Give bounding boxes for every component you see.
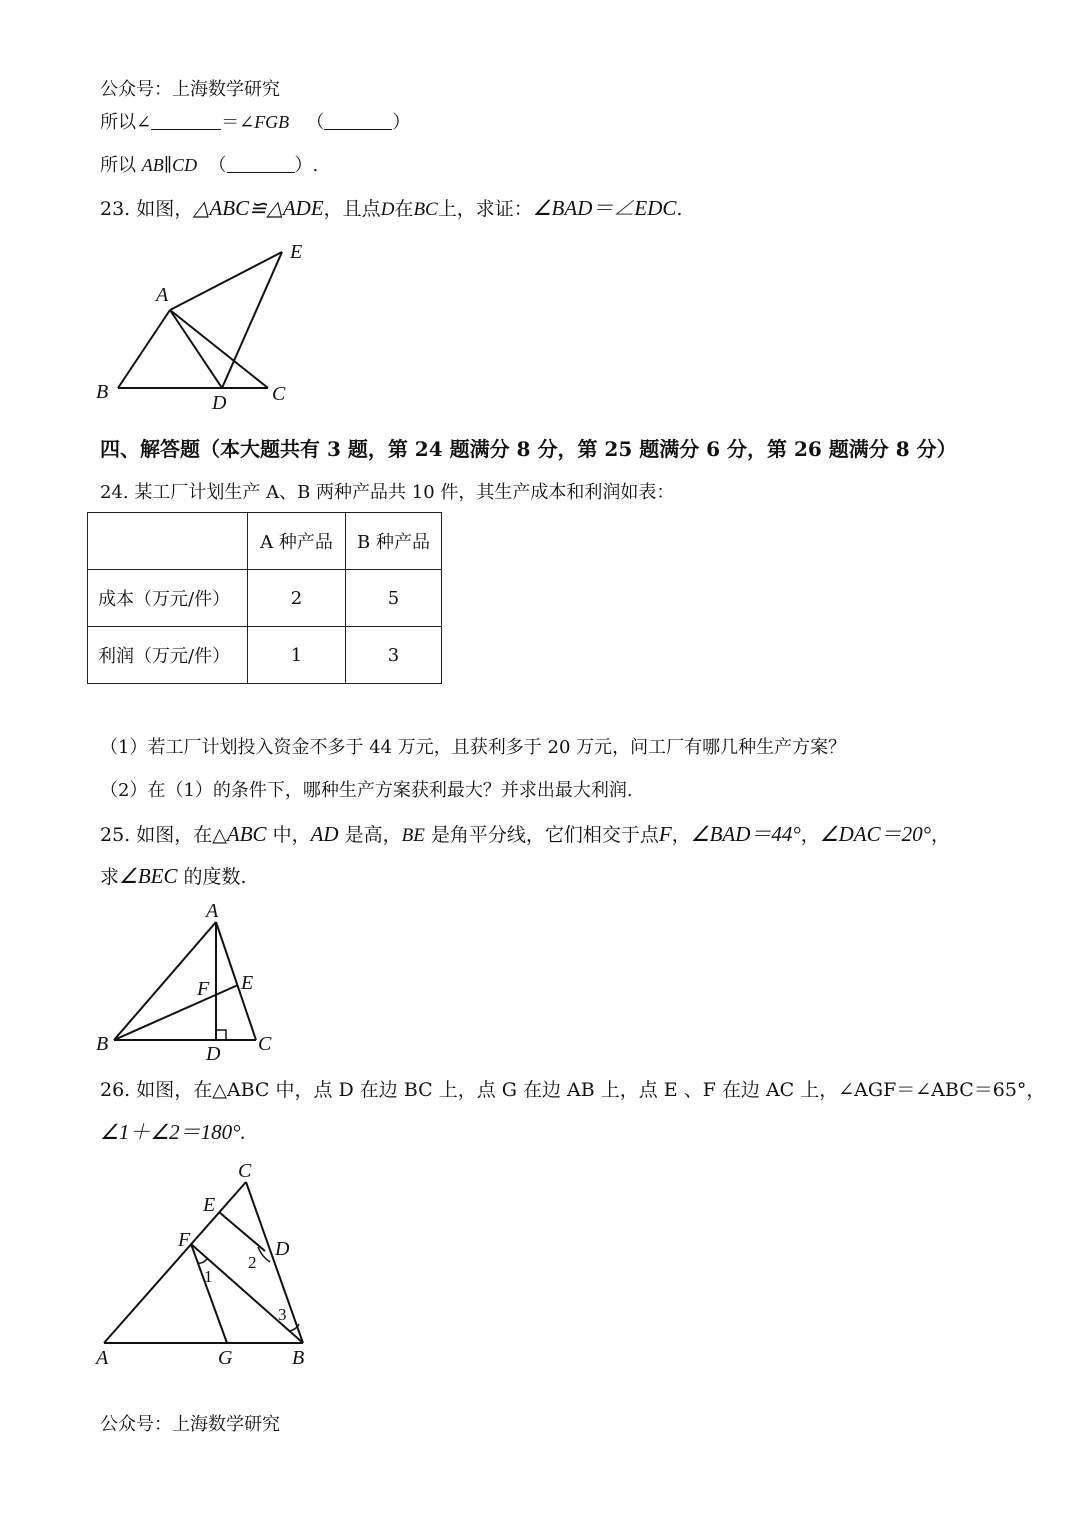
label-e: E bbox=[241, 972, 254, 994]
cell-profit-b: 3 bbox=[346, 627, 442, 684]
label-c: C bbox=[238, 1160, 252, 1182]
q25-line1 bbox=[100, 821, 950, 849]
label-a: A bbox=[156, 284, 169, 306]
segment-ac bbox=[170, 310, 268, 388]
header-source: 公众号：上海数学研究 bbox=[100, 79, 280, 100]
prev-line1-prefix: 所以∠ bbox=[100, 112, 152, 133]
prev-line2-paren-open: （ bbox=[208, 155, 227, 176]
label-c: C bbox=[258, 1033, 272, 1055]
q25-comma2: ， bbox=[800, 824, 820, 846]
label-a: A bbox=[206, 900, 219, 922]
table-row bbox=[88, 627, 442, 684]
prev-line2-parallel: ∥ bbox=[163, 155, 173, 176]
label-f: F bbox=[178, 1229, 191, 1251]
reason-blank-2 bbox=[227, 154, 295, 173]
q25-f: F bbox=[658, 822, 672, 846]
table-header-row bbox=[88, 513, 442, 570]
q23-number: 23. bbox=[100, 198, 131, 220]
label-d: D bbox=[275, 1238, 290, 1260]
label-b: B bbox=[96, 381, 109, 403]
cell-cost-a: 2 bbox=[248, 570, 346, 627]
segment-ac bbox=[104, 1182, 246, 1343]
segment-ae bbox=[170, 252, 282, 310]
q25-shigao: 是高， bbox=[338, 824, 402, 846]
q25-comma3: ， bbox=[931, 824, 951, 846]
prev-line-2 bbox=[100, 152, 318, 179]
q26-line2: ∠1＋∠2＝180°. bbox=[100, 1120, 246, 1144]
table-row bbox=[88, 570, 442, 627]
q25-angle-dac: ∠DAC＝20° bbox=[819, 822, 932, 846]
table-header-a: A 种产品 bbox=[248, 513, 346, 570]
label-b: B bbox=[96, 1033, 109, 1055]
q25-line2 bbox=[100, 863, 247, 890]
q25-angle-bec: ∠BEC bbox=[119, 864, 178, 888]
q23-point-d: D bbox=[380, 199, 395, 220]
q25-pre: 25. 如图，在△ bbox=[100, 824, 227, 846]
q25-abc: ABC bbox=[226, 822, 267, 846]
section4-title: 四、解答题（本大题共有 3 题，第 24 题满分 8 分，第 25 题满分 6 分，第 26 题满分 8 分） bbox=[100, 437, 957, 461]
q25-comma1: ， bbox=[671, 824, 691, 846]
label-b: B bbox=[292, 1347, 305, 1369]
label-e: E bbox=[203, 1194, 216, 1216]
q23-segment-bc: BC bbox=[413, 199, 438, 220]
label-d: D bbox=[212, 392, 227, 414]
segment-ad bbox=[170, 310, 222, 388]
label-a: A bbox=[96, 1347, 109, 1369]
cell-cost-b: 5 bbox=[346, 570, 442, 627]
table-header-b: B 种产品 bbox=[346, 513, 442, 570]
segment-ab bbox=[118, 310, 170, 388]
label-d: D bbox=[206, 1043, 221, 1065]
row-label-profit: 利润（万元/件） bbox=[88, 627, 248, 684]
q23-period: . bbox=[676, 198, 683, 220]
q25-zhong: 中， bbox=[266, 824, 311, 846]
label-e: E bbox=[290, 241, 303, 263]
q23-statement bbox=[100, 195, 682, 223]
label-c: C bbox=[272, 383, 286, 405]
q25-ad: AD bbox=[310, 822, 339, 846]
segment-be bbox=[114, 985, 238, 1040]
q23-text-on: 在 bbox=[394, 198, 414, 220]
prev-line2-cd: CD bbox=[172, 155, 198, 175]
q25-angle-bad: ∠BAD＝44° bbox=[690, 822, 801, 846]
q25-be: BE bbox=[401, 825, 425, 846]
cell-profit-a: 1 bbox=[248, 627, 346, 684]
prev-line-1 bbox=[100, 109, 410, 136]
angle-1-arc bbox=[198, 1258, 208, 1263]
q24-intro: 24. 某工厂计划生产 A、B 两种产品共 10 件，其生产成本和利润如表： bbox=[100, 482, 675, 503]
prev-line1-mid: ＝∠ bbox=[221, 112, 255, 133]
q26-figure bbox=[0, 1155, 330, 1370]
prev-line1-paren-open: （ bbox=[306, 112, 325, 133]
q23-congruence: △ABC≌△ADE bbox=[193, 196, 324, 220]
prev-line1-paren-close: ） bbox=[392, 112, 411, 133]
label-angle-2: 2 bbox=[248, 1253, 257, 1272]
q24-part1: （1）若工厂计划投入资金不多于 44 万元，且获利多于 20 万元，问工厂有哪几种生产方案？ bbox=[100, 737, 847, 758]
q25-figure bbox=[0, 895, 300, 1070]
q23-figure bbox=[0, 230, 340, 420]
reason-blank bbox=[324, 111, 392, 130]
q23-text-pre: 如图， bbox=[136, 198, 194, 220]
q25-rest: 是角平分线，它们相交于点 bbox=[424, 824, 659, 846]
prev-line2-prefix: 所以 bbox=[100, 155, 136, 176]
segment-de bbox=[222, 252, 282, 388]
prev-line2-paren-close: ）. bbox=[294, 155, 319, 176]
label-f: F bbox=[197, 978, 210, 1000]
prev-line1-angle: FGB bbox=[254, 112, 290, 132]
q23-text-prove: 上，求证： bbox=[437, 198, 533, 220]
q26-line1: 26. 如图，在△ABC 中，点 D 在边 BC 上，点 G 在边 AB 上，点 E 、F 在边 AC 上，∠AGF＝∠ABC＝65°， bbox=[100, 1079, 1046, 1101]
right-angle-mark bbox=[216, 1030, 226, 1040]
q25-line2-post: 的度数. bbox=[177, 866, 247, 888]
label-angle-3: 3 bbox=[278, 1305, 287, 1324]
prev-line2-ab: AB bbox=[141, 155, 164, 175]
answer-blank bbox=[151, 111, 221, 130]
table-header-empty bbox=[88, 513, 248, 570]
label-g: G bbox=[218, 1347, 233, 1369]
q23-conclusion: ∠BAD＝∠EDC bbox=[532, 196, 677, 220]
q23-text-mid: ，且点 bbox=[323, 198, 381, 220]
q25-line2-pre: 求 bbox=[100, 866, 120, 888]
label-angle-1: 1 bbox=[204, 1267, 213, 1286]
q24-part2: （2）在（1）的条件下，哪种生产方案获利最大？并求出最大利润. bbox=[100, 780, 633, 801]
q24-table bbox=[87, 512, 442, 684]
row-label-cost: 成本（万元/件） bbox=[88, 570, 248, 627]
footer-source: 公众号：上海数学研究 bbox=[100, 1414, 280, 1435]
